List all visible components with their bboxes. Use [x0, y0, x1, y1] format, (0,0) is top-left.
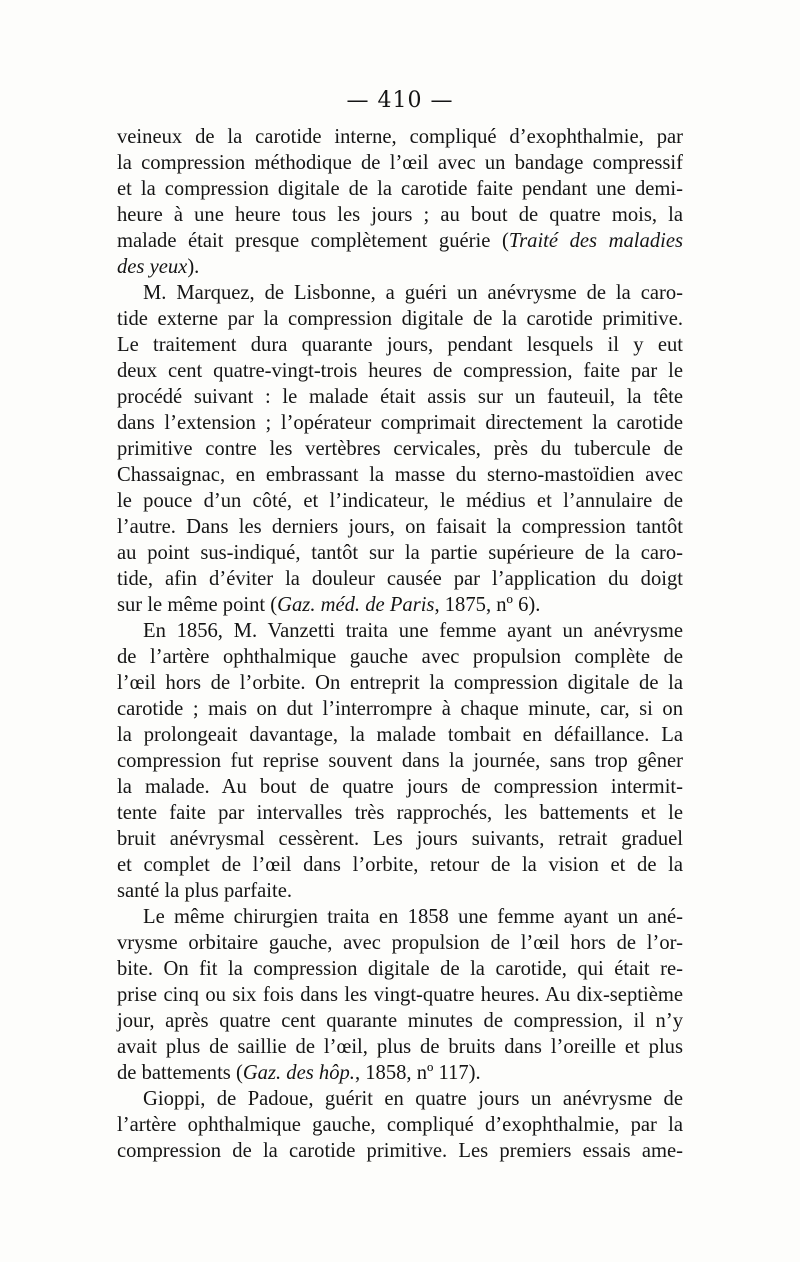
text-line: [117, 488, 683, 514]
text-run: vrysme orbitaire gauche, avec propulsion de l’œil hors de l’or-: [117, 932, 683, 954]
text-run: En 1856, M. Vanzetti traita une femme ayant un anévrysme: [143, 620, 683, 642]
text-run: de l’artère ophthalmique gauche avec propulsion complète de: [117, 646, 683, 668]
text-line: [117, 1112, 683, 1138]
text-line: [117, 982, 683, 1008]
text-run: et la compression digitale de la carotide faite pendant une demi-: [117, 178, 683, 200]
text-line: [117, 1008, 683, 1034]
text-line: [117, 254, 683, 280]
text-run: Gioppi, de Padoue, guérit en quatre jours un anévrysme de: [143, 1088, 683, 1110]
text-run: , 1858, nº 117).: [354, 1062, 481, 1084]
text-line: [117, 1060, 683, 1086]
text-line: [117, 332, 683, 358]
text-run: carotide ; mais on dut l’interrompre à chaque minute, car, si on: [117, 698, 683, 720]
italic-citation: des yeux: [117, 256, 188, 278]
text-line: [117, 852, 683, 878]
text-line: [117, 800, 683, 826]
text-line: [117, 904, 683, 930]
text-line: [117, 670, 683, 696]
text-run: heure à une heure tous les jours ; au bout de quatre mois, la: [117, 204, 683, 226]
text-run: bite. On fit la compression digitale de la carotide, qui était re-: [117, 958, 683, 980]
text-run: la malade. Au bout de quatre jours de compression intermit-: [117, 776, 683, 798]
text-line: [117, 462, 683, 488]
page-number: — 410 —: [346, 88, 454, 113]
text-run: compression de la carotide primitive. Les premiers essais ame-: [117, 1140, 683, 1162]
text-line: [117, 202, 683, 228]
text-line: [117, 930, 683, 956]
text-line: [117, 644, 683, 670]
text-line: [117, 228, 683, 254]
text-run: le pouce d’un côté, et l’indicateur, le médius et l’annulaire de: [117, 490, 683, 512]
text-line: [117, 696, 683, 722]
text-run: l’œil hors de l’orbite. On entreprit la compression digitale de la: [117, 672, 683, 694]
text-run: bruit anévrysmal cessèrent. Les jours suivants, retrait graduel: [117, 828, 683, 850]
text-line: [117, 618, 683, 644]
text-run: tide externe par la compression digitale de la carotide primitive.: [117, 308, 683, 330]
text-run: sur le même point (: [117, 594, 278, 616]
text-line: [117, 722, 683, 748]
italic-citation: Traité des maladies: [508, 230, 683, 252]
text-run: et complet de l’œil dans l’orbite, retour de la vision et de la: [117, 854, 683, 876]
text-run: compression fut reprise souvent dans la journée, sans trop gêner: [117, 750, 683, 772]
text-line: [117, 566, 683, 592]
text-line: [117, 540, 683, 566]
text-run: avait plus de saillie de l’œil, plus de bruits dans l’oreille et plus: [117, 1036, 683, 1058]
text-line: [117, 176, 683, 202]
text-line: [117, 774, 683, 800]
text-line: [117, 1138, 683, 1164]
text-line: [117, 1034, 683, 1060]
text-run: prise cinq ou six fois dans les vingt-quatre heures. Au dix-septième: [117, 984, 683, 1006]
body-text: [117, 124, 683, 1164]
text-run: tente faite par intervalles très rapprochés, les battements et le: [117, 802, 683, 824]
text-line: [117, 280, 683, 306]
text-line: [117, 150, 683, 176]
text-run: l’artère ophthalmique gauche, compliqué d’exophthalmie, par la: [117, 1114, 683, 1136]
text-run: malade était presque complètement guérie (: [117, 230, 509, 252]
text-run: Le même chirurgien traita en 1858 une femme ayant un ané-: [143, 906, 683, 928]
text-line: [117, 124, 683, 150]
text-run: M. Marquez, de Lisbonne, a guéri un anévrysme de la caro-: [143, 282, 683, 304]
text-run: Chassaignac, en embrassant la masse du sterno-mastoïdien avec: [117, 464, 683, 486]
text-run: l’autre. Dans les derniers jours, on faisait la compression tantôt: [117, 516, 683, 538]
text-line: [117, 436, 683, 462]
text-run: au point sus-indiqué, tantôt sur la partie supérieure de la caro-: [117, 542, 683, 564]
text-line: [117, 410, 683, 436]
text-run: de battements (: [117, 1062, 243, 1084]
text-line: [117, 384, 683, 410]
text-run: dans l’extension ; l’opérateur comprimait directement la carotide: [117, 412, 683, 434]
text-run: procédé suivant : le malade était assis sur un fauteuil, la tête: [117, 386, 683, 408]
text-line: [117, 1086, 683, 1112]
text-run: , 1875, nº 6).: [434, 594, 541, 616]
text-run: la compression méthodique de l’œil avec un bandage compressif: [117, 152, 683, 174]
text-run: jour, après quatre cent quarante minutes de compression, il n’y: [117, 1010, 683, 1032]
text-run: Le traitement dura quarante jours, pendant lesquels il y eut: [117, 334, 683, 356]
text-line: [117, 358, 683, 384]
text-run: primitive contre les vertèbres cervicales, près du tubercule de: [117, 438, 683, 460]
text-line: [117, 826, 683, 852]
text-line: [117, 748, 683, 774]
italic-citation: Gaz. des hôp.: [242, 1062, 355, 1084]
text-run: ).: [187, 256, 200, 278]
text-line: [117, 306, 683, 332]
text-line: [117, 592, 683, 618]
text-line: [117, 956, 683, 982]
italic-citation: Gaz. méd. de Paris: [277, 594, 435, 616]
text-run: deux cent quatre-vingt-trois heures de compression, faite par le: [117, 360, 683, 382]
text-line: [117, 514, 683, 540]
text-run: tide, afin d’éviter la douleur causée par l’application du doigt: [117, 568, 683, 590]
text-run: veineux de la carotide interne, compliqué d’exophthalmie, par: [117, 126, 683, 148]
text-run: la prolongeait davantage, la malade tombait en défaillance. La: [117, 724, 683, 746]
text-line: [117, 878, 683, 904]
text-run: santé la plus parfaite.: [117, 880, 292, 902]
